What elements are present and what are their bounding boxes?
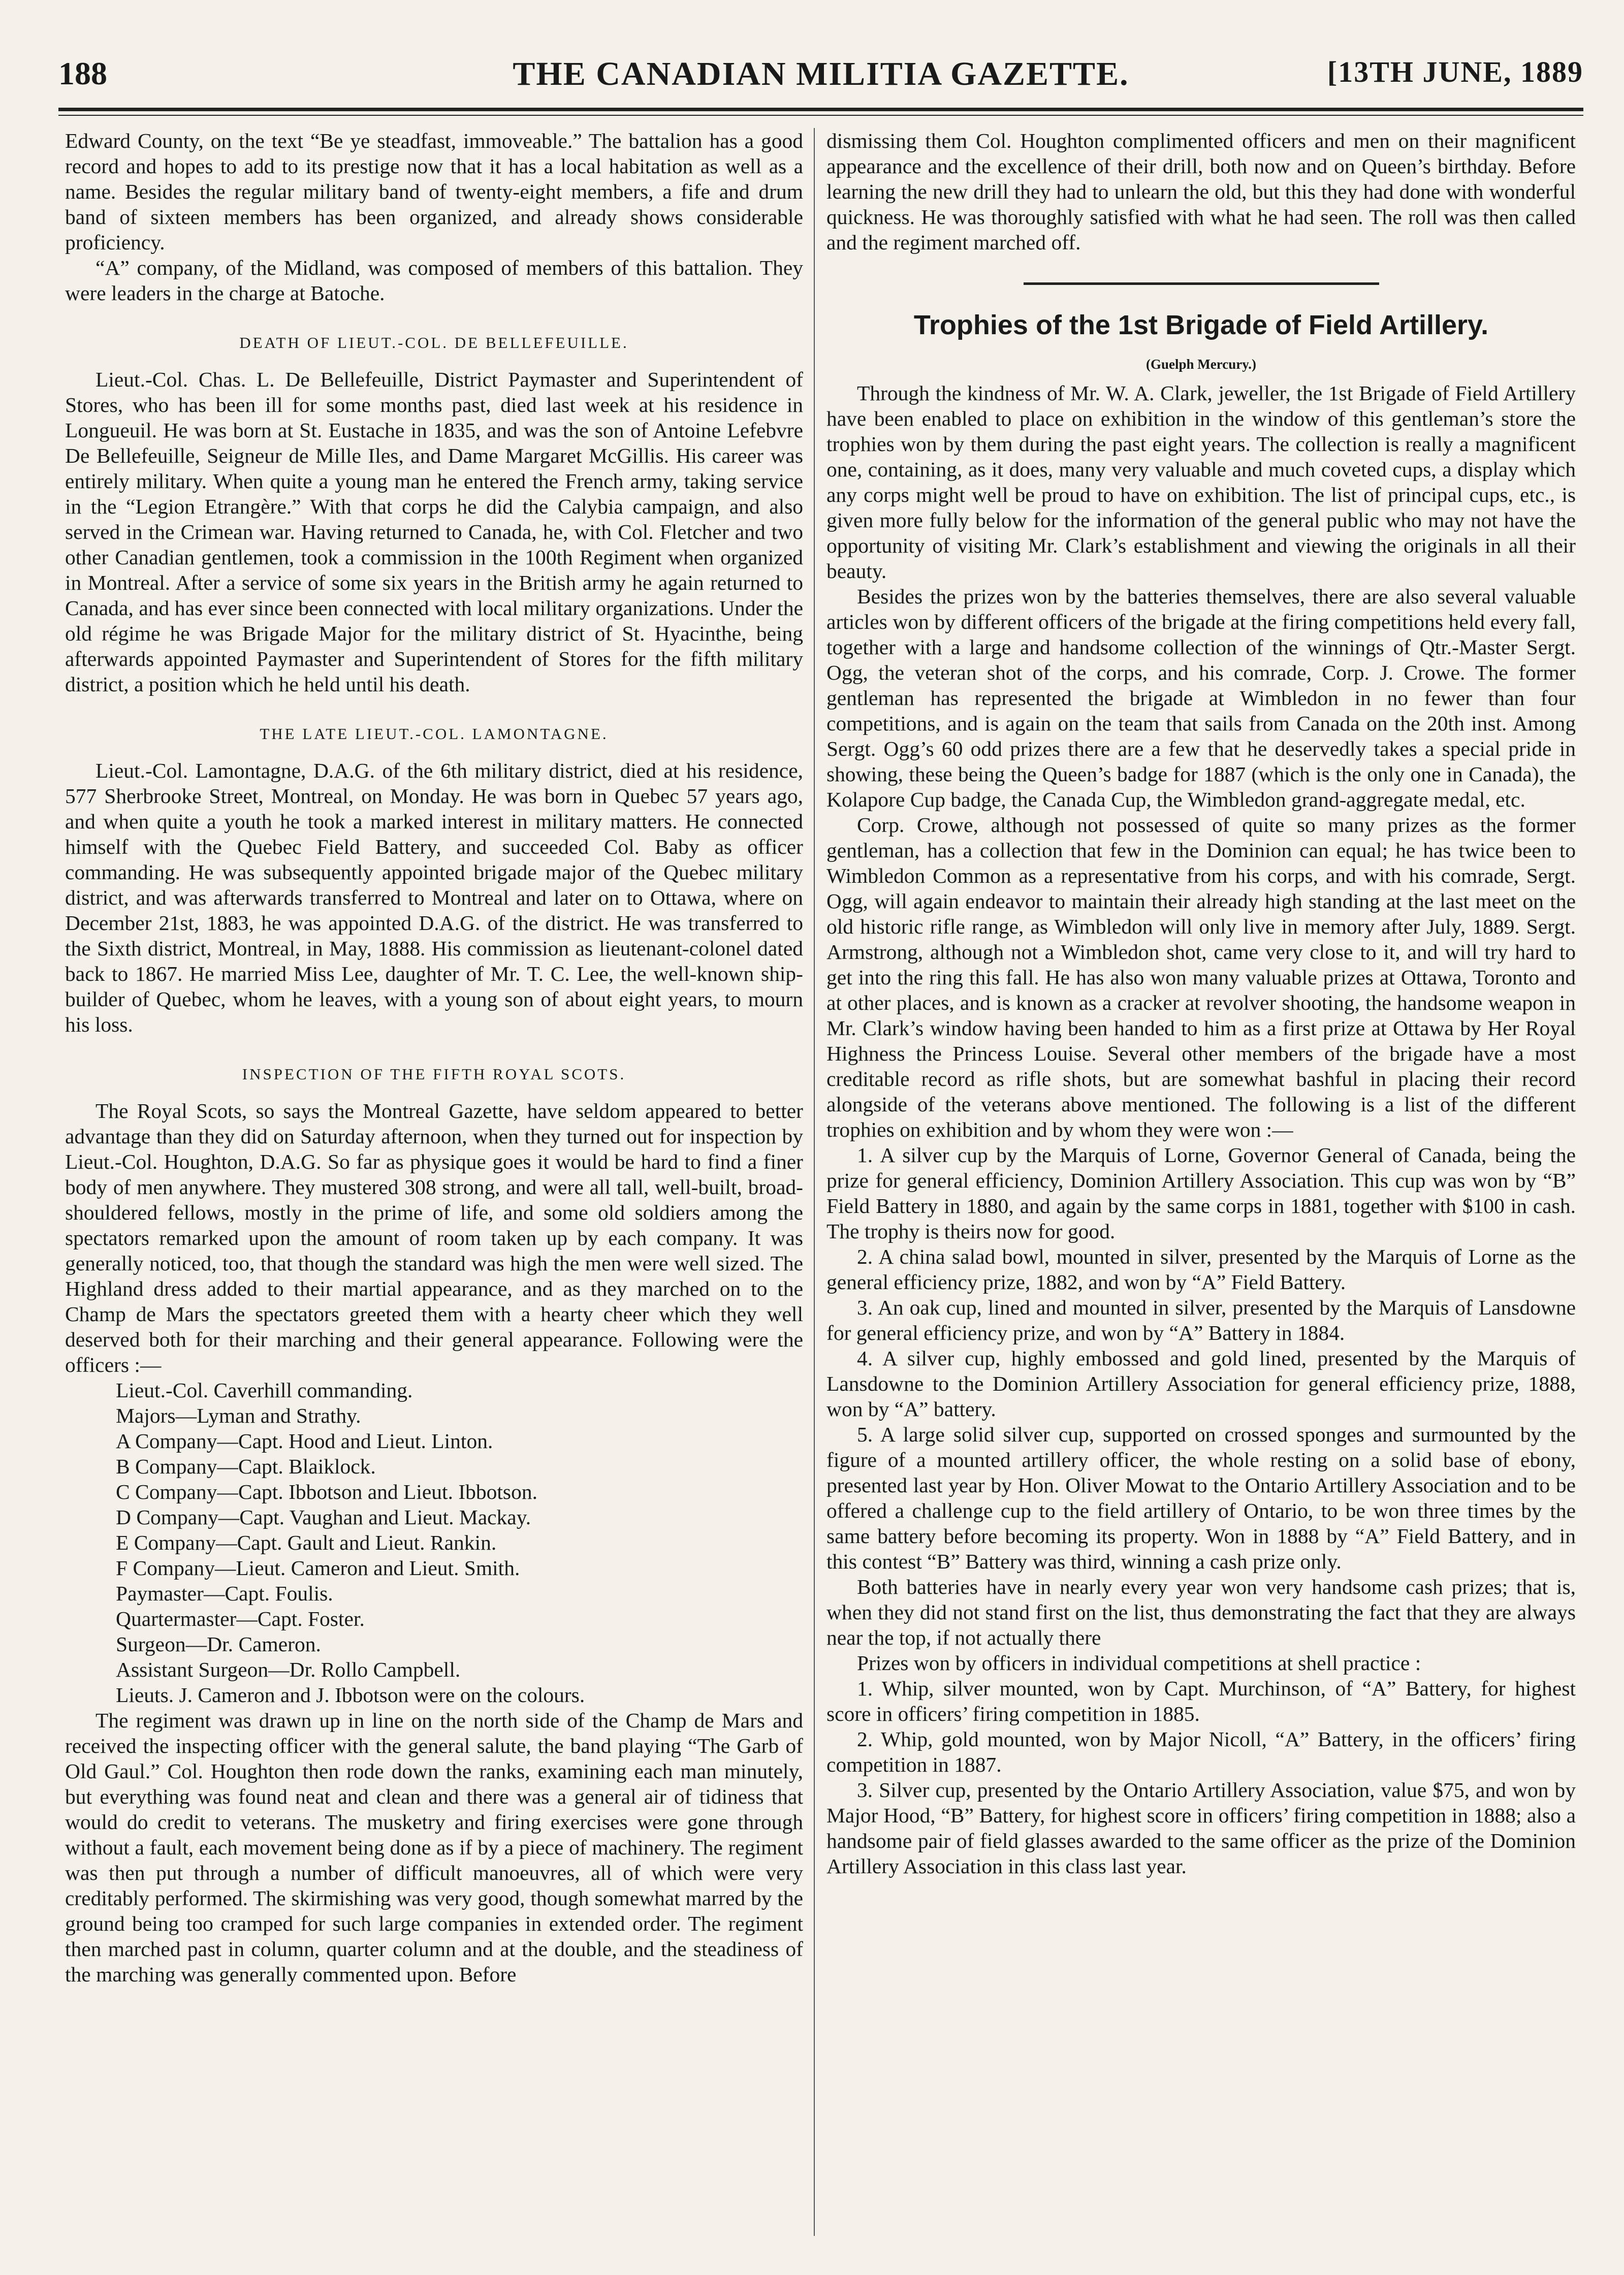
issue-date: [13TH JUNE, 1889 xyxy=(1327,55,1583,88)
officer-entry: D Company—Capt. Vaughan and Lieut. Mackay. xyxy=(116,1505,531,1529)
officer-entry: Lieut.-Col. Caverhill commanding. xyxy=(116,1379,413,1402)
trophies-paragraph: Corp. Crowe, although not possessed of quite so many prizes as the former gentleman, has a collection that few in the Dominion can equal; he has twice been to Wimbledon Common as a representative from his corps, and with his comrade, Sergt. Ogg, will again endeavor to maintain their already high standing at the last meet on the old historic rifle range, as Wimbledon will only live in memory after July, 1889. Sergt. Armstrong, although not a Wimbledon shot, came very close to it, and will try hard to get into the ring this fall. He has also won many valuable prizes at Ottawa, Toronto and at other places, and is known as a cracker at revolver shooting, the handsome weapon in Mr. Clark’s window having been handed to him as a first prize at Ottawa by Her Royal Highness the Princess Louise. Several other members of the brigade have a most creditable record as rifle shots, but are somewhat bashful in placing their record alongside of the veterans above mentioned. The following is a list of the different trophies on exhibition and by whom they were won :— xyxy=(826,813,1576,1141)
lamontagne-article: Lieut.-Col. Lamontagne, D.A.G. of the 6th military district, died at his residence, 577 Sherbrooke Street, Montreal, on Monday. He was born in Quebec 57 years ago, and when quite a youth he took a marked interest in military matters. He connected himself with the Quebec Field Battery, and succeeded Col. Baby as officer commanding. He was subsequently appointed brigade major of the Quebec military district, and was afterwards transferred to Montreal and later on to Ottawa, where on December 21st, 1883, he was appointed D.A.G. of the district. He was transferred to the Sixth district, Montreal, in May, 1888. His commission as lieutenant-colonel dated back to 1867. He married Miss Lee, daughter of Mr. T. C. Lee, the well-known ship-builder of Quebec, whom he leaves, with a young son of about eight years, to mourn his loss. xyxy=(65,759,803,1036)
officer-entry: Assistant Surgeon—Dr. Rollo Campbell. xyxy=(116,1658,461,1681)
trophies-paragraph: Besides the prizes won by the batteries themselves, there are also several valuable articles won by different officers of the brigade at the firing competitions held every fall, together with a large and handsome collection of the winnings of Qtr.-Master Sergt. Ogg, the veteran shot of the corps, and his comrade, Corp. J. Crowe. The former gentleman has represented the brigade at Wimbledon in no fewer than four competitions, and is again on the team that sails from Canada on the 20th inst. Among Sergt. Ogg’s 60 odd prizes there are a few that he deservedly takes a special pride in showing, these being the Queen’s badge for 1887 (which is the only one in Canada), the Kolapore Cup badge, the Canada Cup, the Wimbledon grand-aggregate medal, etc. xyxy=(826,585,1576,811)
officer-prizes-intro: Prizes won by officers in individual competitions at shell practice : xyxy=(857,1651,1421,1675)
newspaper-title: THE CANADIAN MILITIA GAZETTE. xyxy=(513,55,1129,92)
officer-entry: E Company—Capt. Gault and Lieut. Rankin. xyxy=(116,1531,497,1554)
intro-paragraph-2: “A” company, of the Midland, was composed of members of this battalion. They were leaders in the charge at Batoche. xyxy=(65,256,803,305)
left-column xyxy=(65,128,803,2224)
royal-scots-article: The Royal Scots, so says the Montreal Gazette, have seldom appeared to better advantage than they did on Saturday afternoon, when they turned out for inspection by Lieut.-Col. Houghton, D.A.G. So far as physique goes it would be hard to find a finer body of men anywhere. They mustered 308 strong, and were all tall, well-built, broad-shouldered fellows, mostly in the prime of life, and some old soldiers among the spectators remarked upon the amount of room taken up by each company. It was generally noticed, too, that though the standard was high the men were well sized. The Highland dress added to their martial appearance, and as they marched on to the Champ de Mars the spectators greeted them with a hearty cheer which they well deserved both for their marching and their general appearance. Following were the officers :— xyxy=(65,1099,803,1376)
page-number: 188 xyxy=(58,55,107,91)
right-column xyxy=(826,128,1576,2224)
officer-prize-item: 3. Silver cup, presented by the Ontario Artillery Association, value $75, and won by Major Hood, “B” Battery, for highest score in officers’ firing competition in 1888; also a handsome pair of field glasses awarded to the same officer as the prize of the Dominion Artillery Association in this class last year. xyxy=(826,1778,1576,1878)
royal-scots-continuation: dismissing them Col. Houghton complimented officers and men on their magnificent appearance and the excellence of their drill, both now and on Queen’s birthday. Before learning the new drill they had to unlearn the old, but this they had done with wonderful quickness. He was thoroughly satisfied with what he had seen. The roll was then called and the regiment marched off. xyxy=(826,129,1576,254)
trophy-item: 5. A large solid silver cup, supported on crossed sponges and surmounted by the figure of a mounted artillery officer, the whole resting on a solid base of ebony, presented last year by Hon. Oliver Mowat to the Ontario Artillery Association and to be offered a challenge cup to the field artillery of Ontario, to be won three times by the same battery before becoming its property. Won in 1888 by “A” Field Battery, and in this contest “B” Battery was third, winning a cash prize only. xyxy=(826,1423,1576,1573)
officer-entry: C Company—Capt. Ibbotson and Lieut. Ibbotson. xyxy=(116,1480,537,1503)
header-rule-thin xyxy=(58,115,1583,116)
trophy-item: 2. A china salad bowl, mounted in silver, presented by the Marquis of Lorne as the general efficiency prize, 1882, and won by “A” Field Battery. xyxy=(826,1245,1576,1294)
trophies-article-title: Trophies of the 1st Brigade of Field Artillery. xyxy=(913,310,1489,340)
officer-prize-item: 2. Whip, gold mounted, won by Major Nicoll, “A” Battery, in the officers’ firing competition in 1887. xyxy=(826,1727,1576,1776)
page-header xyxy=(58,55,1583,102)
officer-entry: Lieuts. J. Cameron and J. Ibbotson were on the colours. xyxy=(116,1683,585,1707)
officers-list xyxy=(65,1377,803,1708)
officer-entry: A Company—Capt. Hood and Lieut. Linton. xyxy=(116,1429,493,1453)
trophy-item: 3. An oak cup, lined and mounted in silver, presented by the Marquis of Lansdowne for general efficiency prize, and won by “A” Battery in 1884. xyxy=(826,1296,1576,1344)
officer-entry: Paymaster—Capt. Foulis. xyxy=(116,1582,333,1605)
article-separator xyxy=(1024,282,1379,285)
officer-entry: Quartermaster—Capt. Foster. xyxy=(116,1607,365,1630)
trophy-item: 1. A silver cup by the Marquis of Lorne, Governor General of Canada, being the prize for general efficiency, Dominion Artillery Association. This cup was won by “B” Field Battery in 1880, and again by the same corps in 1881, together with $100 in cash. The trophy is theirs now for good. xyxy=(826,1143,1576,1243)
bellefeuille-article: Lieut.-Col. Chas. L. De Bellefeuille, District Paymaster and Superintendent of Stores, who has been ill for some months past, died last week at his residence in Longueuil. He was born at St. Eustache in 1835, and was the son of Antoine Lefebvre De Bellefeuille, Seigneur de Mille Iles, and Dame Margaret McGillis. His career was entirely military. When quite a young man he entered the French army, taking service in the “Legion Etrangère.” With that corps he did the Calybia campaign, and also served in the Crimean war. Having returned to Canada, he, with Col. Fletcher and two other Canadian gentlemen, took a commission in the 100th Regiment when organized in Montreal. After a service of some six years in the British army he again returned to Canada, and has ever since been connected with local military organizations. Under the old régime he was Brigade Major for the military district of St. Hyacinthe, being afterwards appointed Paymaster and Superintendent of Stores for the fifth military district, a position which he held until his death. xyxy=(65,368,803,696)
column-divider xyxy=(814,128,815,2236)
officer-entry: Surgeon—Dr. Cameron. xyxy=(116,1632,321,1656)
intro-paragraph: Edward County, on the text “Be ye steadfast, immoveable.” The battalion has a good record and hopes to add to its prestige now that it has a local habitation as well as a name. Besides the regular military band of twenty-eight members, a fife and drum band of sixteen members has been organized, and already shows considerable proficiency. xyxy=(65,129,803,254)
royal-scots-heading: INSPECTION OF THE FIFTH ROYAL SCOTS. xyxy=(242,1065,626,1083)
trophy-item: 4. A silver cup, highly embossed and gold lined, presented by the Marquis of Lansdowne to the Dominion Artillery Association for general efficiency prize, 1888, won by “A” battery. xyxy=(826,1347,1576,1421)
officer-entry: F Company—Lieut. Cameron and Lieut. Smith. xyxy=(116,1556,520,1580)
header-rule-thick xyxy=(58,108,1583,111)
bellefeuille-heading: DEATH OF LIEUT.-COL. DE BELLEFEUILLE. xyxy=(239,334,629,351)
trophies-paragraph: Through the kindness of Mr. W. A. Clark, jeweller, the 1st Brigade of Field Artillery have been enabled to place on exhibition in the window of this gentleman’s store the trophies won by them during the past eight years. The collection is really a magnificent one, containing, as it does, many very valuable and much coveted cups, a display which any corps might well be proud to have on exhibition. The list of principal cups, etc., is given more fully below for the information of the general public who may not have the opportunity of visiting Mr. Clark’s establishment and viewing the originals in all their beauty. xyxy=(826,381,1576,583)
officer-prize-item: 1. Whip, silver mounted, won by Capt. Murchinson, of “A” Battery, for highest score in officers’ firing competition in 1885. xyxy=(826,1677,1576,1725)
royal-scots-article-continued: The regiment was drawn up in line on the north side of the Champ de Mars and received the inspecting officer with the general salute, the band playing “The Garb of Old Gaul.” Col. Houghton then rode down the ranks, examining each man minutely, but everything was found neat and clean and there was a general air of tidiness that would do credit to veterans. The musketry and firing exercises were gone through without a fault, each movement being done as if by a piece of machinery. The regiment was then put through a number of difficult manoeuvres, all of which were very creditably performed. The skirmishing was very good, though somewhat marred by the ground being too cramped for such large companies in extended order. The regiment then marched past in column, quarter column and at the double, and the steadiness of the marching was generally commented upon. Before xyxy=(65,1709,803,1986)
officer-entry: B Company—Capt. Blaiklock. xyxy=(116,1455,376,1478)
article-source: (Guelph Mercury.) xyxy=(1146,357,1256,372)
officer-entry: Majors—Lyman and Strathy. xyxy=(116,1404,361,1427)
trophies-paragraph: Both batteries have in nearly every year won very handsome cash prizes; that is, when they did not stand first on the list, thus demonstrating the fact that they are always near the top, if not actually there xyxy=(826,1575,1576,1649)
lamontagne-heading: THE LATE LIEUT.-COL. LAMONTAGNE. xyxy=(260,725,609,743)
